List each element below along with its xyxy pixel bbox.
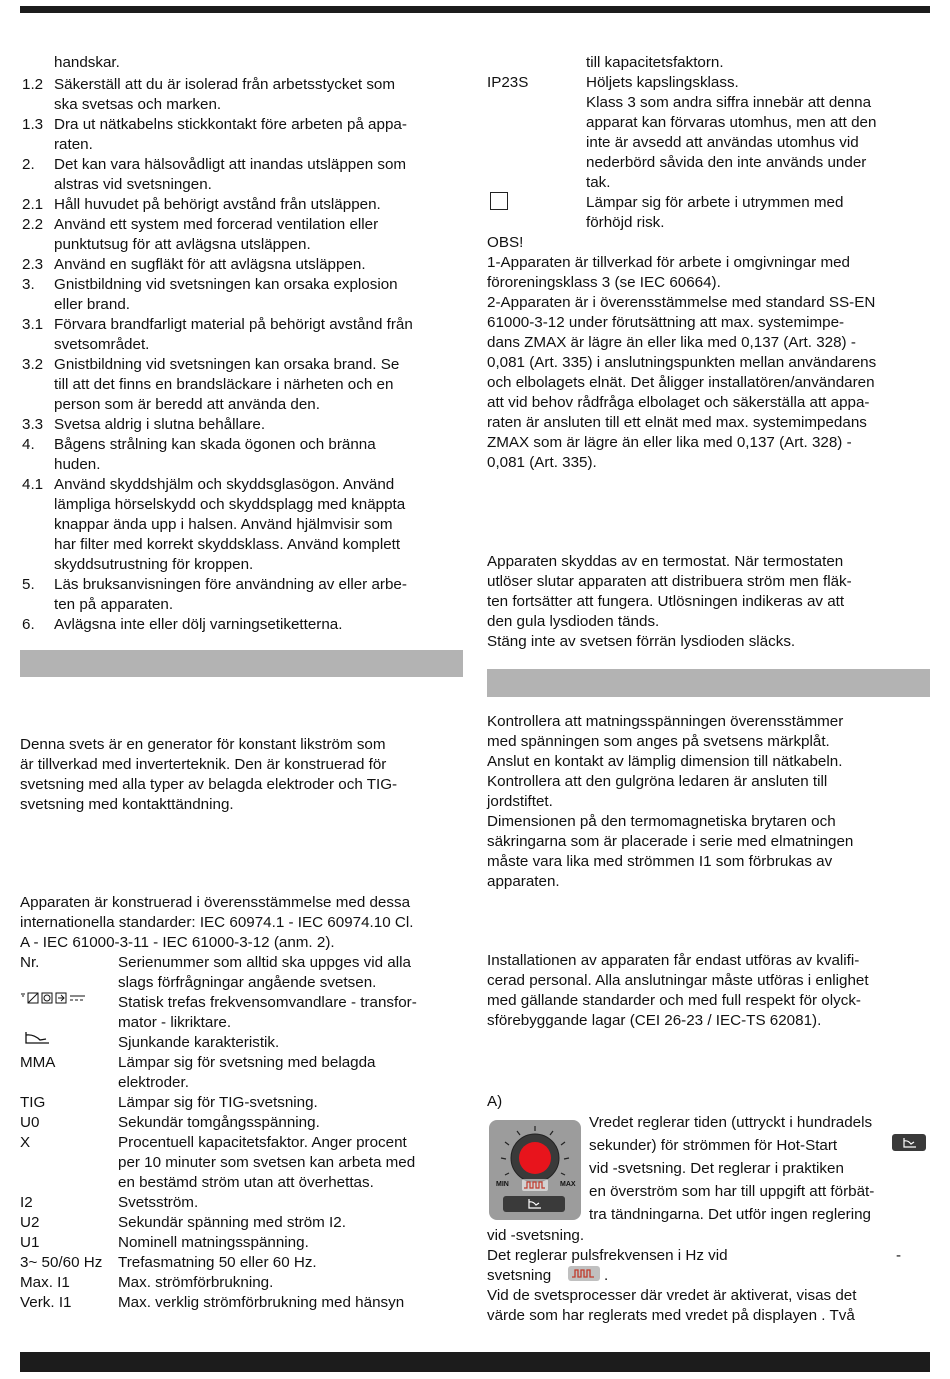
definition-term: Verk. I1 [20, 1294, 72, 1311]
paragraph-line: Kontrollera att den gulgröna ledaren är ansluten till [487, 773, 828, 790]
paragraph-line: Det reglerar pulsfrekvensen i Hz vid [487, 1247, 728, 1264]
pulse-mode-icon [568, 1266, 600, 1281]
definition-text: Statisk trefas frekvensomvandlare - transfor- [118, 994, 417, 1011]
obs-line: raten är ansluten till ett elnät med max. systemimpedans [487, 414, 867, 431]
paragraph-line: Installationen av apparaten får endast utföras av kvalifi- [487, 952, 860, 969]
definition-text: Max. strömförbrukning. [118, 1274, 274, 1291]
list-text: svetsområdet. [54, 336, 150, 353]
definition-text: tak. [586, 174, 611, 191]
definition-term: Nr. [20, 954, 40, 971]
list-text: person som är beredd att använda den. [54, 396, 320, 413]
definition-text: Sekundär tomgångsspänning. [118, 1114, 320, 1131]
pulse-period: . [604, 1267, 609, 1284]
paragraph-line: apparaten. [487, 873, 560, 890]
paragraph-line: utlöser slutar apparaten att distribuera ström men fläk- [487, 573, 852, 590]
definition-text: Höljets kapslingsklass. [586, 74, 739, 91]
definition-term: U1 [20, 1234, 40, 1251]
obs-line: 2-Apparaten är i överensstämmelse med standard SS-EN [487, 294, 876, 311]
paragraph-line: är tillverkad med inverterteknik. Den är konstruerad för [20, 756, 387, 773]
definition-text: Max. verklig strömförbrukning med hänsyn [118, 1294, 405, 1311]
paragraph-line: Anslut en kontakt av lämplig dimension till nätkabeln. [487, 753, 843, 770]
pulse-dash: - [896, 1247, 902, 1264]
paragraph-line: måste vara lika med strömmen I1 som förbrukas av [487, 853, 833, 870]
list-text: Förvara brandfarligt material på behörigt avstånd från [54, 316, 413, 333]
list-text: Läs bruksanvisningen före användning av eller arbe- [54, 576, 407, 593]
list-text: huden. [54, 456, 101, 473]
paragraph-line: vid -svetsning. Det reglerar i praktiken [589, 1160, 844, 1177]
list-text: Använd en sugfläkt för att avlägsna utsläppen. [54, 256, 366, 273]
definition-text: slags förfrågningar angående svetsen. [118, 974, 377, 991]
list-text: knappar ända upp i halsen. Använd hjälmvisir som [54, 516, 393, 533]
obs-line: 1-Apparaten är tillverkad för arbete i omgivningar med [487, 254, 850, 271]
list-text: har filter med korrekt skyddsklass. Använd komplett [54, 536, 401, 553]
obs-line: och elbolagets elnät. Det åligger installatören/användaren [487, 374, 875, 391]
paragraph-line: Stäng inte av svetsen förrän lysdioden släcks. [487, 633, 796, 650]
list-text: alstras vid svetsningen. [54, 176, 212, 193]
knob-min-label: MIN [496, 1181, 509, 1188]
list-number: 2.2 [22, 216, 44, 233]
list-number: 4. [22, 436, 35, 453]
paragraph-line: cerad personal. Alla anslutningar måste utföras i enlighet [487, 972, 869, 989]
definition-term: IP23S [487, 74, 529, 91]
list-text: handskar. [54, 54, 120, 71]
paragraph-line: Denna svets är en generator för konstant likström som [20, 736, 386, 753]
definition-text: mator - likriktare. [118, 1014, 232, 1031]
obs-line: föroreningsklass 3 (se IEC 60664). [487, 274, 721, 291]
list-text: Gnistbildning vid svetsningen kan orsaka explosion [54, 276, 398, 293]
hot-start-icon [892, 1134, 926, 1151]
definition-text: förhöjd risk. [586, 214, 665, 231]
paragraph-line: den gula lysdioden tänds. [487, 613, 660, 630]
pulse-wave-icon [522, 1179, 548, 1191]
definition-text: Svetsström. [118, 1194, 199, 1211]
section-a-label: A) [487, 1093, 503, 1110]
hot-start-knob-panel [489, 1120, 581, 1220]
obs-line: dans ZMAX är lägre än eller lika med 0,137 (Art. 328) - [487, 334, 856, 351]
obs-line: OBS! [487, 234, 524, 251]
list-number: 6. [22, 616, 35, 633]
definition-text: till kapacitetsfaktorn. [586, 54, 724, 71]
list-text: Svetsa aldrig i slutna behållare. [54, 416, 266, 433]
paragraph-line: Vredet reglerar tiden (uttryckt i hundradels [589, 1114, 873, 1131]
list-text: Säkerställ att du är isolerad från arbetsstycket som [54, 76, 396, 93]
list-text: Bågens strålning kan skada ögonen och bränna [54, 436, 376, 453]
list-text: Dra ut nätkabelns stickkontakt före arbeten på appa- [54, 116, 407, 133]
paragraph-line: svetsning med alla typer av belagda elektroder och TIG- [20, 776, 398, 793]
list-text: punktutsug för att avlägsna utsläppen. [54, 236, 311, 253]
definition-text: per 10 minuter som svetsen kan arbeta med [118, 1154, 416, 1171]
definition-term: 3~ 50/60 Hz [20, 1254, 103, 1271]
paragraph-line: säkringarna som är placerade i serie med elmatningen [487, 833, 854, 850]
list-number: 2.1 [22, 196, 44, 213]
paragraph-line: en överström som har till uppgift att förbät- [589, 1183, 875, 1200]
definition-text: nederbörd såvida den inte används under [586, 154, 867, 171]
paragraph-line: Vid de svetsprocesser där vredet är aktiverat, visas det [487, 1287, 857, 1304]
paragraph-line: Apparaten är konstruerad i överensstämmelse med dessa [20, 894, 411, 911]
paragraph-line: Kontrollera att matningsspänningen överensstämmer [487, 713, 844, 730]
list-number: 1.2 [22, 76, 44, 93]
paragraph-line: sekunder) för strömmen för Hot-Start [589, 1137, 838, 1154]
list-text: Använd ett system med forcerad ventilation eller [54, 216, 379, 233]
definition-text: apparat kan förvaras utomhus, men att den [586, 114, 877, 131]
definition-text: Procentuell kapacitetsfaktor. Anger procent [118, 1134, 407, 1151]
definition-text: Serienummer som alltid ska uppges vid alla [118, 954, 411, 971]
list-number: 2. [22, 156, 35, 173]
definition-text: Lämpar sig för arbete i utrymmen med [586, 194, 844, 211]
section-heading-band [487, 669, 930, 697]
paragraph-line: med spänningen som anges på svetsens märkplåt. [487, 733, 830, 750]
definition-text: Sekundär spänning med ström I2. [118, 1214, 346, 1231]
paragraph-line: vid -svetsning. [487, 1227, 585, 1244]
list-text: Gnistbildning vid svetsningen kan orsaka brand. Se [54, 356, 400, 373]
definition-text: en bestämd ström utan att överhettas. [118, 1174, 374, 1191]
paragraph-line: jordstiftet. [487, 793, 553, 810]
paragraph-line: ten fortsätter att fungera. Utlösningen indikeras av att [487, 593, 845, 610]
obs-line: 61000-3-12 under förutsättning att max. systemimpe- [487, 314, 845, 331]
inverter-symbol-icon [20, 991, 86, 1005]
list-number: 5. [22, 576, 35, 593]
definition-text: elektroder. [118, 1074, 189, 1091]
list-text: skyddsutrustning för kroppen. [54, 556, 254, 573]
definition-text: Lämpar sig för svetsning med belagda [118, 1054, 376, 1071]
section-heading-band [20, 650, 463, 677]
definition-text: Nominell matningsspänning. [118, 1234, 309, 1251]
paragraph-line: tra tändningarna. Det utför ingen reglering [589, 1206, 871, 1223]
definition-text: Klass 3 som andra siffra innebär att denna [586, 94, 872, 111]
obs-line: ZMAX som är lägre än eller lika med 0,137 (Art. 328) - [487, 434, 852, 451]
list-text: till att det finns en brandsläckare i närheten och en [54, 376, 394, 393]
definition-text: Lämpar sig för TIG-svetsning. [118, 1094, 318, 1111]
bottom-rule [20, 1352, 930, 1372]
definition-text: Trefasmatning 50 eller 60 Hz. [118, 1254, 317, 1271]
paragraph-line: sförebyggande lagar (CEI 26-23 / IEC-TS 62081). [487, 1012, 822, 1029]
increased-risk-symbol-icon [490, 192, 508, 210]
list-number: 3.1 [22, 316, 44, 333]
definition-term: I2 [20, 1194, 33, 1211]
knob-max-label: MAX [560, 1181, 576, 1188]
paragraph-line: Dimensionen på den termomagnetiska brytaren och [487, 813, 836, 830]
list-number: 4.1 [22, 476, 44, 493]
drooping-characteristic-icon [22, 1030, 52, 1046]
list-text: raten. [54, 136, 93, 153]
definition-text: inte är avsedd att användas utomhus vid [586, 134, 859, 151]
list-text: Använd skyddshjälm och skyddsglasögon. Använd [54, 476, 395, 493]
list-text: lämpliga hörselskydd och skyddsplagg med knäppta [54, 496, 406, 513]
definition-term: U2 [20, 1214, 40, 1231]
list-text: Håll huvudet på behörigt avstånd från utsläppen. [54, 196, 381, 213]
definition-term: X [20, 1134, 31, 1151]
top-rule [20, 6, 930, 13]
obs-line: 0,081 (Art. 335) i anslutningspunkten mellan användarens [487, 354, 877, 371]
list-text: ska svetsas och marken. [54, 96, 222, 113]
paragraph-line: svetsning med kontakttändning. [20, 796, 234, 813]
hot-start-button-icon [503, 1196, 565, 1212]
paragraph-line: internationella standarder: IEC 60974.1 - IEC 60974.10 Cl. [20, 914, 414, 931]
list-number: 2.3 [22, 256, 44, 273]
list-text: Avlägsna inte eller dölj varningsetiketterna. [54, 616, 343, 633]
paragraph-line: Apparaten skyddas av en termostat. När termostaten [487, 553, 844, 570]
list-number: 3. [22, 276, 35, 293]
list-number: 3.3 [22, 416, 44, 433]
paragraph-line: med gällande standarder och med full respekt för olyck- [487, 992, 861, 1009]
obs-line: 0,081 (Art. 335). [487, 454, 597, 471]
definition-term: TIG [20, 1094, 46, 1111]
definition-term: Max. I1 [20, 1274, 70, 1291]
definition-term: MMA [20, 1054, 56, 1071]
list-number: 3.2 [22, 356, 44, 373]
list-text: eller brand. [54, 296, 130, 313]
paragraph-line: svetsning [487, 1267, 552, 1284]
list-number: 1.3 [22, 116, 44, 133]
list-text: Det kan vara hälsovådligt att inandas utsläppen som [54, 156, 407, 173]
definition-text: Sjunkande karakteristik. [118, 1034, 280, 1051]
paragraph-line: värde som har reglerats med vredet på displayen . Två [487, 1307, 855, 1324]
definition-term: U0 [20, 1114, 40, 1131]
obs-line: att vid behov rådfråga elbolaget och säkerställa att appa- [487, 394, 870, 411]
list-text: ten på apparaten. [54, 596, 174, 613]
paragraph-line: A - IEC 61000-3-11 - IEC 61000-3-12 (anm. 2). [20, 934, 335, 951]
